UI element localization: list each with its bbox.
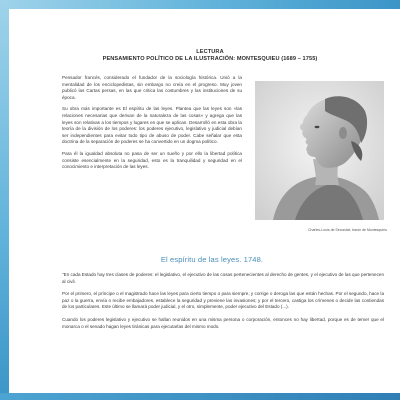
reading-text: [62, 272, 384, 336]
header-label: LECTURA: [196, 49, 224, 55]
intro-paragraph-2: Su obra más importante es El espíritu de las leyes. Plantea que las leyes son «las relaciones necesarias que derivan de la naturaleza de las cosas» y agrega que las leyes son relativas a los tiempos y lugares en que se aplican. Desarrolló en esta obra la teoría de la división de los poderes: los poderes ejecutivo, legislativo y judicial debían ser independientes para evitar todo tipo de abuso de poder. Cabe señalar que esta doctrina de la separación de poderes se ha convertido en un dogma político.: [62, 106, 242, 145]
intro-paragraph-3: Para él la igualdad absoluta no pasa de ser un sueño y por ello la libertad política consiste esencialmente en la seguridad, esto es la tranquilidad y seguridad en el conocimiento e interpretación de las leyes.: [62, 150, 242, 170]
portrait-illustration: [255, 81, 384, 220]
body-paragraph-1: "En cada Estado hay tres clases de poderes: el legislativo, el ejecutivo de las cosas pertenecientes al derecho de gentes, y el ejecutivo de las que pertenecen al civil.: [62, 272, 384, 284]
body-paragraph-3: Cuando los poderes legislativo y ejecutivo se hallan reunidos en una misma persona o corporación, entonces no hay libertad, porque es de temer que el monarca o el senado hagan leyes tiránicas para ejecutarlas del mismo modo.: [62, 316, 384, 329]
intro-paragraph-1: Pensador francés, considerado el fundador de la sociología histórica. Unió a la mentalidad de los enciclopedistas, sin embargo no creía en el progreso. Muy joven publicó las Cartas persas, en las que critica las costumbres y las instituciones de su época.: [62, 75, 242, 100]
section-subheading: El espíritu de las leyes. 1748.: [160, 255, 264, 264]
portrait-caption: Charles-Louis de Secondat, barón de Montesquieu: [308, 228, 387, 232]
intro-text: [62, 75, 242, 176]
left-decorative-bar: [0, 0, 9, 400]
top-decorative-bar: [0, 0, 400, 9]
header-title: PENSAMIENTO POLÍTICO DE LA ILUSTRACIÓN: MONTESQUIEU (1689 – 1755): [102, 56, 318, 62]
body-paragraph-2: Por el primero, el príncipe o el magistrado hace las leyes para cierto tiempo o para siempre, y corrige o deroga las que están hechas. Por el segundo, hace la paz o la guerra, envía o recibe embajadores, establece la seguridad y previene las invasiones; y por el tercero, castiga los crímenes o decide las contiendas de los particulares. Este último se llamará poder judicial, y el otro, simplemente, poder ejecutivo del Estado (...).: [62, 291, 384, 310]
bottom-decorative-bar: [0, 393, 400, 400]
document-header: [40, 49, 380, 63]
montesquieu-portrait: [255, 81, 384, 220]
